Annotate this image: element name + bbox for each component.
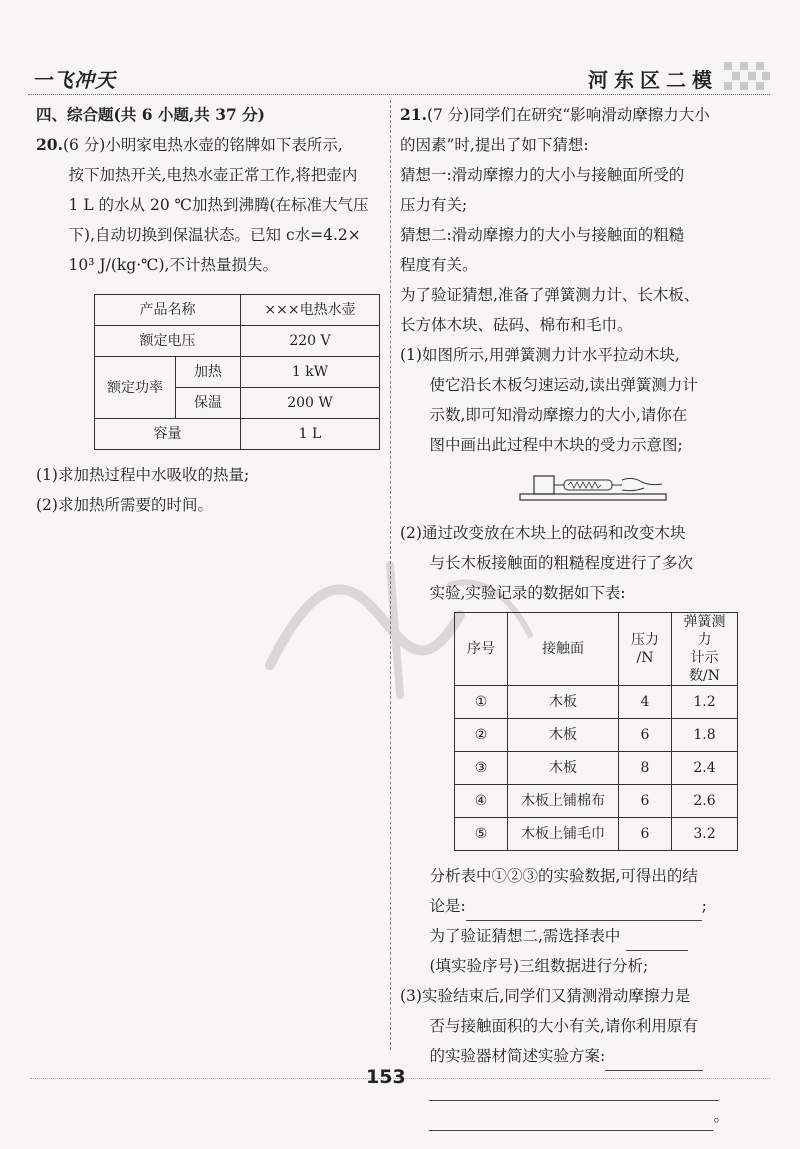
table-row — [95, 295, 380, 326]
kettle-spec-table — [94, 294, 380, 450]
table-row — [455, 686, 738, 719]
q21-guess2-a: 猜想二:滑动摩擦力的大小与接触面的粗糙 — [400, 226, 685, 244]
table-row — [455, 719, 738, 752]
q21-intro-2: 的因素”时,提出了如下猜想: — [400, 136, 589, 154]
cell-voltage-label: 额定电压 — [95, 326, 241, 357]
cell: 6 — [619, 818, 672, 851]
cell-keep-label: 保温 — [176, 388, 241, 419]
table-header-row — [455, 613, 738, 686]
cell: 2.6 — [672, 785, 738, 818]
q20-line-2: 按下加热开关,电热水壶正常工作,将把壶内 — [68, 166, 358, 184]
cell: 2.4 — [672, 752, 738, 785]
q21-sub1-line-1: (1)如图所示,用弹簧测力计水平拉动木块, — [400, 346, 680, 364]
cell-voltage-value: 220 V — [241, 326, 380, 357]
q21-analysis-end: ; — [701, 897, 707, 915]
cell: ⑤ — [455, 818, 508, 851]
cell: 6 — [619, 719, 672, 752]
table-row — [95, 357, 380, 388]
cell: ④ — [455, 785, 508, 818]
answer-blank-plan-3[interactable] — [429, 1112, 713, 1131]
q21-analysis-2: 论是: — [429, 897, 466, 915]
cell: ③ — [455, 752, 508, 785]
cell-name-label: 产品名称 — [95, 295, 241, 326]
q21-sub1-line-3: 示数,即可知滑动摩擦力的大小,请你在 — [429, 406, 688, 424]
cell-name-value: ×××电热水壶 — [241, 295, 380, 326]
q21-sub2-line-2: 与长木板接触面的粗糙程度进行了多次 — [429, 554, 693, 572]
cell-heat-value: 1 kW — [241, 357, 380, 388]
cell: 木板 — [508, 719, 619, 752]
cell-power-label: 额定功率 — [95, 357, 176, 419]
cell-heat-label: 加热 — [176, 357, 241, 388]
q20-line-4: 下),自动切换到保温状态。已知 c水=4.2× — [68, 226, 361, 244]
q20-line-3: 1 L 的水从 20 ℃加热到沸腾(在标准大气压 — [68, 196, 369, 214]
q21-intro-1: (7 分)同学们在研究“影响滑动摩擦力大小 — [426, 106, 710, 124]
cell-keep-value: 200 W — [241, 388, 380, 419]
answer-blank-plan-2[interactable] — [429, 1082, 719, 1101]
header-rule — [28, 94, 770, 95]
q21-prep-1: 为了验证猜想,准备了弹簧测力计、长木板、 — [400, 286, 700, 304]
header-decoration — [724, 62, 770, 90]
header-reading: 弹簧测力 计示数/N — [672, 613, 738, 686]
q20-line-1: (6 分)小明家电热水壶的铭牌如下表所示, — [62, 136, 343, 154]
q20-number: 20. — [36, 135, 63, 154]
cell: 1.2 — [672, 686, 738, 719]
q21-sub3-line-2: 否与接触面积的大小有关,请你利用原有 — [429, 1017, 698, 1035]
q21-guess1-a: 猜想一:滑动摩擦力的大小与接触面所受的 — [400, 166, 685, 184]
q21-guess2-b: 程度有关。 — [400, 256, 478, 274]
cell-capacity-value: 1 L — [241, 419, 380, 450]
table-row — [95, 419, 380, 450]
q21-sub2-line-3: 实验,实验记录的数据如下表: — [429, 584, 626, 602]
table-row — [455, 785, 738, 818]
q21-analysis-1: 分析表中①②③的实验数据,可得出的结 — [429, 867, 698, 885]
header-brand: 一飞冲天 — [32, 68, 116, 92]
q21-number: 21. — [400, 105, 427, 124]
table-row — [455, 818, 738, 851]
q21-sub2-line-1: (2)通过改变放在木块上的砝码和改变木块 — [400, 524, 686, 542]
cell: 木板 — [508, 752, 619, 785]
header-title: 河东区二模 — [588, 68, 718, 92]
question-20 — [36, 130, 388, 520]
table-row — [455, 752, 738, 785]
q21-sub1-line-4: 图中画出此过程中木块的受力示意图; — [429, 436, 683, 454]
cell: ② — [455, 719, 508, 752]
friction-data-table — [454, 612, 738, 851]
cell-capacity-label: 容量 — [95, 419, 241, 450]
q21-verify-1: 为了验证猜想二,需选择表中 — [429, 927, 621, 945]
page-header — [28, 58, 770, 98]
answer-blank-conclusion[interactable] — [466, 902, 702, 921]
q21-verify-2: (填实验序号)三组数据进行分析; — [429, 957, 649, 975]
q21-guess1-b: 压力有关; — [400, 196, 468, 214]
cell: 6 — [619, 785, 672, 818]
q20-line-5: 10³ J/(kg·℃),不计热量损失。 — [68, 256, 278, 274]
right-column — [400, 100, 746, 1131]
cell: 木板上铺棉布 — [508, 785, 619, 818]
spring-scale-figure — [518, 468, 668, 502]
answer-blank-plan-1[interactable] — [605, 1052, 703, 1071]
header-seq: 序号 — [455, 613, 508, 686]
cell: 木板 — [508, 686, 619, 719]
cell: 4 — [619, 686, 672, 719]
cell: 木板上铺毛巾 — [508, 818, 619, 851]
cell: ① — [455, 686, 508, 719]
cell: 8 — [619, 752, 672, 785]
q20-sub2: (2)求加热所需要的时间。 — [36, 496, 213, 514]
cell: 3.2 — [672, 818, 738, 851]
q20-sub1: (1)求加热过程中水吸收的热量; — [36, 466, 250, 484]
page-number: 153 — [366, 1066, 406, 1088]
section-title: 四、综合题(共 6 小题,共 37 分) — [36, 105, 266, 124]
answer-blank-sequence[interactable] — [626, 932, 688, 951]
q21-sub3-line-3: 的实验器材简述实验方案: — [429, 1047, 606, 1065]
q21-sub3-line-1: (3)实验结束后,同学们又猜测滑动摩擦力是 — [400, 987, 691, 1005]
q21-sub1-line-2: 使它沿长木板匀速运动,读出弹簧测力计 — [429, 376, 698, 394]
q21-end-mark: 。 — [713, 1107, 729, 1125]
table-row — [95, 326, 380, 357]
header-pressure: 压力 /N — [619, 613, 672, 686]
left-column — [36, 100, 388, 520]
cell: 1.8 — [672, 719, 738, 752]
q21-prep-2: 长方体木块、砝码、棉布和毛巾。 — [400, 316, 633, 334]
header-surface: 接触面 — [508, 613, 619, 686]
question-21 — [400, 100, 746, 1131]
